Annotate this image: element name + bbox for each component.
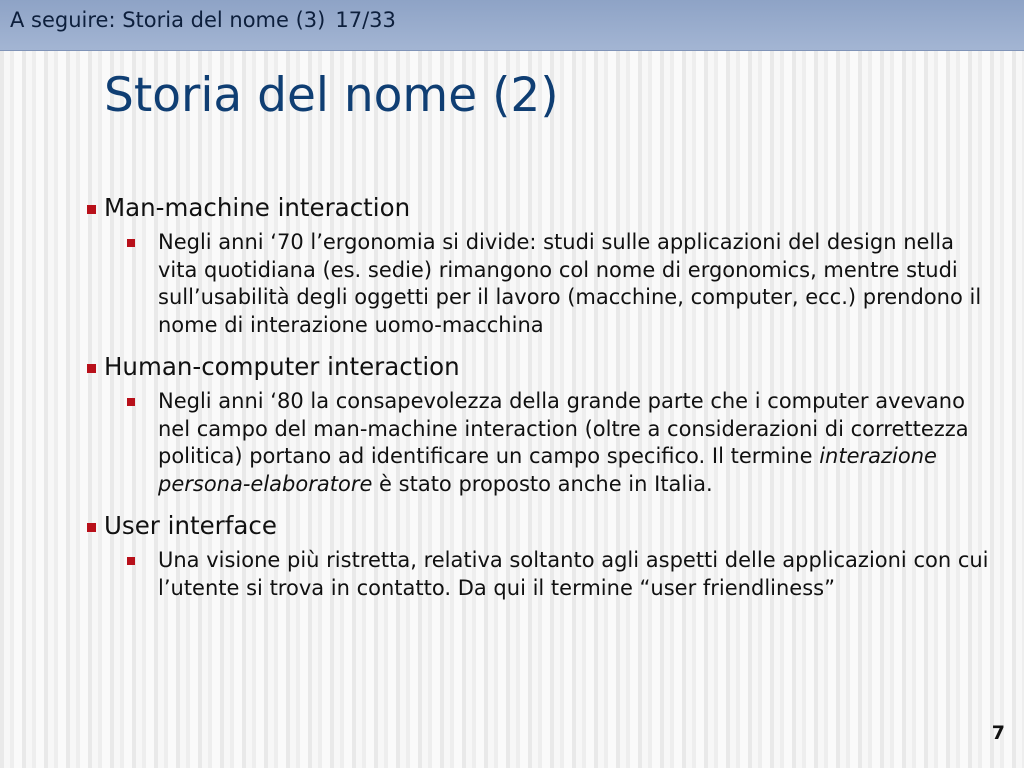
section-detail-user-interface xyxy=(86,547,991,602)
square-bullet-icon xyxy=(127,557,135,565)
section-detail-text: Negli anni ‘70 l’ergonomia si divide: studi sulle applicazioni del design nella vita quotidiana (es. sedie) rimangono col nome di ergonomics, mentre studi sull’usabilità degli oggetti per il lavoro (macchine, computer, ecc.) prendono il nome di interazione uomo-macchina xyxy=(158,230,982,337)
square-bullet-icon xyxy=(87,523,96,532)
slide-content xyxy=(86,192,991,614)
page-number: 7 xyxy=(991,722,1005,744)
section-detail-human-computer xyxy=(86,388,991,498)
slide-counter: 17/33 xyxy=(335,8,396,32)
section-heading-label: Man-machine interaction xyxy=(104,193,411,222)
next-slide-link[interactable] xyxy=(10,8,396,32)
square-bullet-icon xyxy=(127,239,135,247)
square-bullet-icon xyxy=(87,364,96,373)
section-detail-text-before: Negli anni ‘80 la consapevolezza della grande parte che i computer avevano nel campo del man-machine interaction (oltre a considerazioni di correttezza politica) portano ad identificare un campo specifico. Il termine xyxy=(158,389,969,468)
section-detail-text: Una visione più ristretta, relativa soltanto agli aspetti delle applicazioni con cui l’utente si trova in contatto. Da qui il termine “user friendliness” xyxy=(158,548,989,600)
section-heading-label: User interface xyxy=(104,511,277,540)
section-heading-man-machine xyxy=(86,192,991,224)
slide-title: Storia del nome (2) xyxy=(104,68,559,123)
section-heading-user-interface xyxy=(86,510,991,542)
section-detail-man-machine xyxy=(86,229,991,339)
section-heading-human-computer xyxy=(86,351,991,383)
section-heading-label: Human-computer interaction xyxy=(104,352,460,381)
square-bullet-icon xyxy=(127,398,135,406)
italic-term: interazione persona-elaboratore xyxy=(158,444,937,496)
square-bullet-icon xyxy=(87,205,96,214)
next-slide-link-label: A seguire: Storia del nome (3) xyxy=(10,8,326,32)
section-detail-text-after: è stato proposto anche in Italia. xyxy=(372,471,713,496)
navigation-header-bar xyxy=(0,0,1024,51)
